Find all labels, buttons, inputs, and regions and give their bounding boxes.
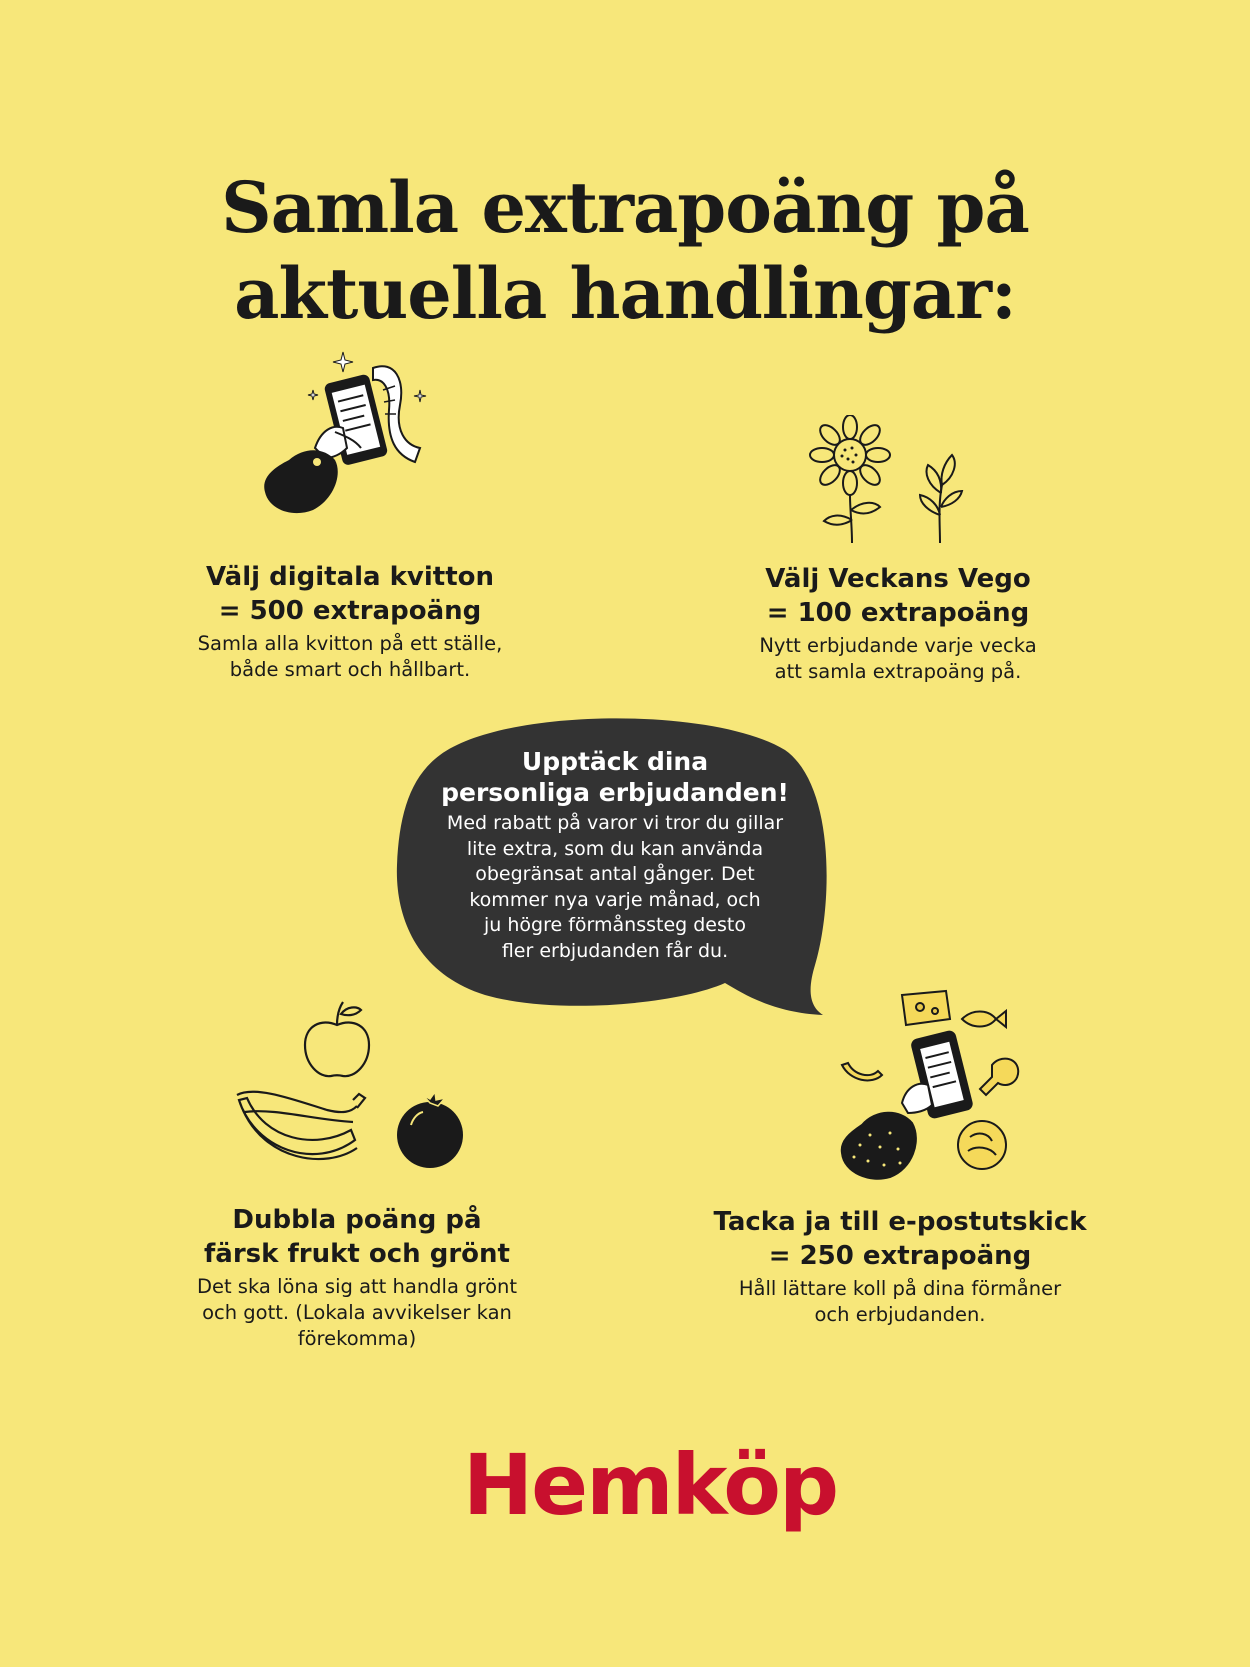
feature-vego-title-1: Välj Veckans Vego [765, 564, 1031, 594]
feature-fruit-body-2: och gott. (Lokala avvikelser kan [202, 1301, 512, 1324]
sunflower-icon [800, 415, 980, 545]
feature-vego-title-2: = 100 extrapoäng [766, 598, 1030, 628]
feature-email [680, 1205, 1120, 1328]
feature-offers-body-5: ju högre förmånssteg desto [484, 914, 746, 936]
feature-vego-body-1: Nytt erbjudande varje vecka [759, 634, 1037, 657]
feature-receipts-title-1: Välj digitala kvitton [205, 562, 495, 592]
feature-email-body-1: Håll lättare koll på dina förmåner [738, 1277, 1062, 1300]
headline-line-1: Samla extrapoäng på [221, 166, 1029, 249]
feature-receipts-body-2: både smart och hållbart. [229, 658, 471, 681]
feature-offers-body-6: fler erbjudanden får du. [501, 939, 729, 962]
feature-offers [425, 745, 805, 964]
logo-text: Hemköp [462, 1436, 838, 1534]
feature-vego [678, 562, 1118, 685]
feature-email-title-1: Tacka ja till e-postutskick [713, 1207, 1087, 1237]
fruit-icon [235, 1000, 475, 1180]
feature-offers-body-4: kommer nya varje månad, och [469, 888, 761, 911]
feature-offers-title-1: Upptäck dina [521, 747, 709, 776]
feature-receipts-body-1: Samla alla kvitton på ett ställe, [197, 632, 503, 655]
feature-fruit-title-1: Dubbla poäng på [232, 1205, 482, 1235]
feature-offers-body-1: Med rabatt på varor vi tror du gillar [446, 812, 784, 834]
feature-fruit-title-2: färsk frukt och grönt [204, 1239, 510, 1269]
feature-email-body-2: och erbjudanden. [814, 1303, 986, 1326]
feature-offers-body-3: obegränsat antal gånger. Det [475, 863, 755, 885]
feature-offers-title-2: personliga erbjudanden! [441, 778, 789, 807]
headline [0, 165, 1250, 337]
feature-offers-body-2: lite extra, som du kan använda [466, 837, 764, 860]
feature-fruit-body-3: förekomma) [297, 1327, 417, 1350]
feature-vego-body-2: att samla extrapoäng på. [774, 660, 1022, 683]
headline-line-2: aktuella handlingar: [234, 252, 1016, 335]
feature-fruit-body-1: Det ska löna sig att handla grönt [196, 1275, 518, 1298]
hemkop-logo [440, 1436, 860, 1546]
feature-receipts-title-2: = 500 extrapoäng [218, 596, 482, 626]
phone-groceries-icon [840, 985, 1040, 1185]
phone-receipt-icon [255, 350, 455, 540]
feature-receipts [130, 560, 570, 683]
feature-email-title-2: = 250 extrapoäng [768, 1241, 1032, 1271]
feature-fruit [137, 1203, 577, 1352]
